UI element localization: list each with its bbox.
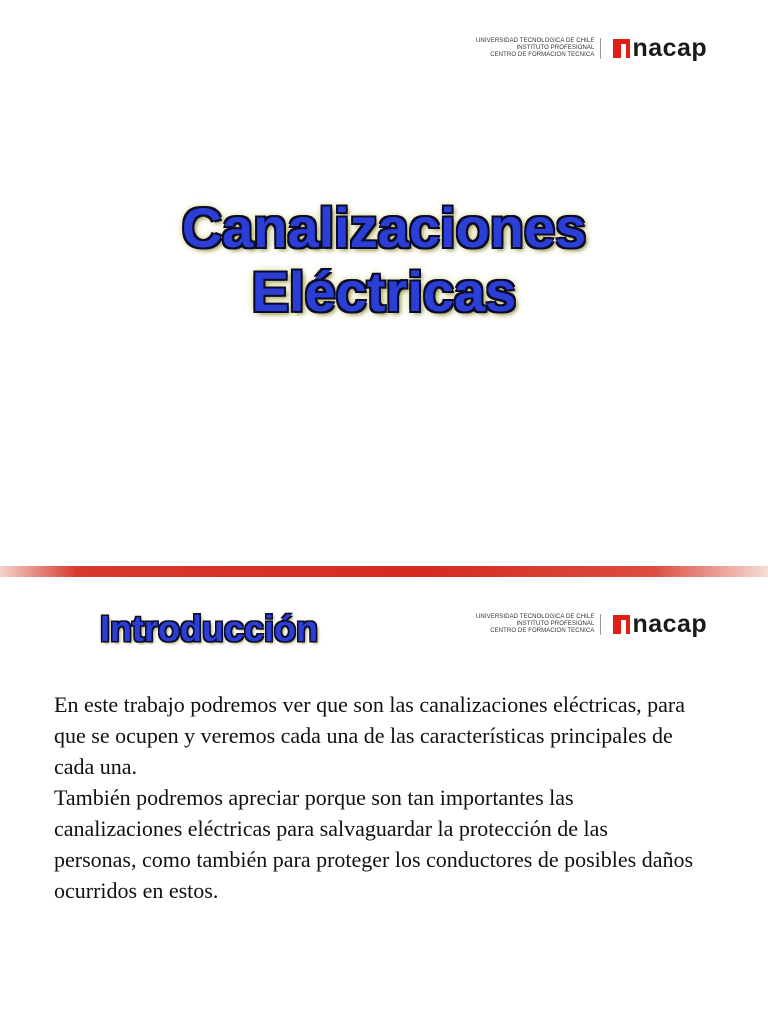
logo-line-university: UNIVERSIDAD TECNOLOGICA DE CHILE: [476, 614, 595, 620]
logo-mark: [613, 36, 707, 61]
logo-wordmark: nacap: [632, 34, 708, 62]
inacap-mark-icon: [613, 39, 630, 58]
logo-institution-lines-2: [476, 614, 601, 635]
intro-slide: [0, 577, 768, 1024]
title-line-2: Eléctricas: [251, 260, 517, 323]
logo-line-university: UNIVERSIDAD TECNOLOGICA DE CHILE: [476, 38, 595, 44]
intro-body: [54, 689, 694, 906]
logo-line-institute: INSTITUTO PROFESIONAL: [516, 621, 595, 627]
intro-paragraph-1: En este trabajo podremos ver que son las canalizaciones eléctricas, para que se ocupen y veremos cada una de las características principales de cada una.: [54, 692, 685, 779]
slide-title: [0, 196, 768, 324]
logo-line-center: CENTRO DE FORMACION TECNICA: [490, 628, 595, 634]
inacap-logo-2: [476, 612, 707, 637]
logo-line-institute: INSTITUTO PROFESIONAL: [516, 45, 595, 51]
slide-divider: [0, 566, 768, 577]
intro-paragraph-2: También podremos apreciar porque son tan importantes las canalizaciones eléctricas para salvaguardar la protección de las personas, como también para proteger los conductores de posibles daños ocurridos en estos.: [54, 785, 694, 903]
inacap-mark-icon: [613, 615, 630, 634]
logo-wordmark: nacap: [632, 610, 708, 638]
inacap-logo: [476, 36, 707, 61]
logo-institution-lines: [476, 38, 601, 59]
logo-line-center: CENTRO DE FORMACION TECNICA: [490, 52, 595, 58]
intro-heading: Introducción: [100, 608, 318, 649]
logo-mark-2: [613, 612, 707, 637]
title-line-1: Canalizaciones: [181, 196, 587, 259]
